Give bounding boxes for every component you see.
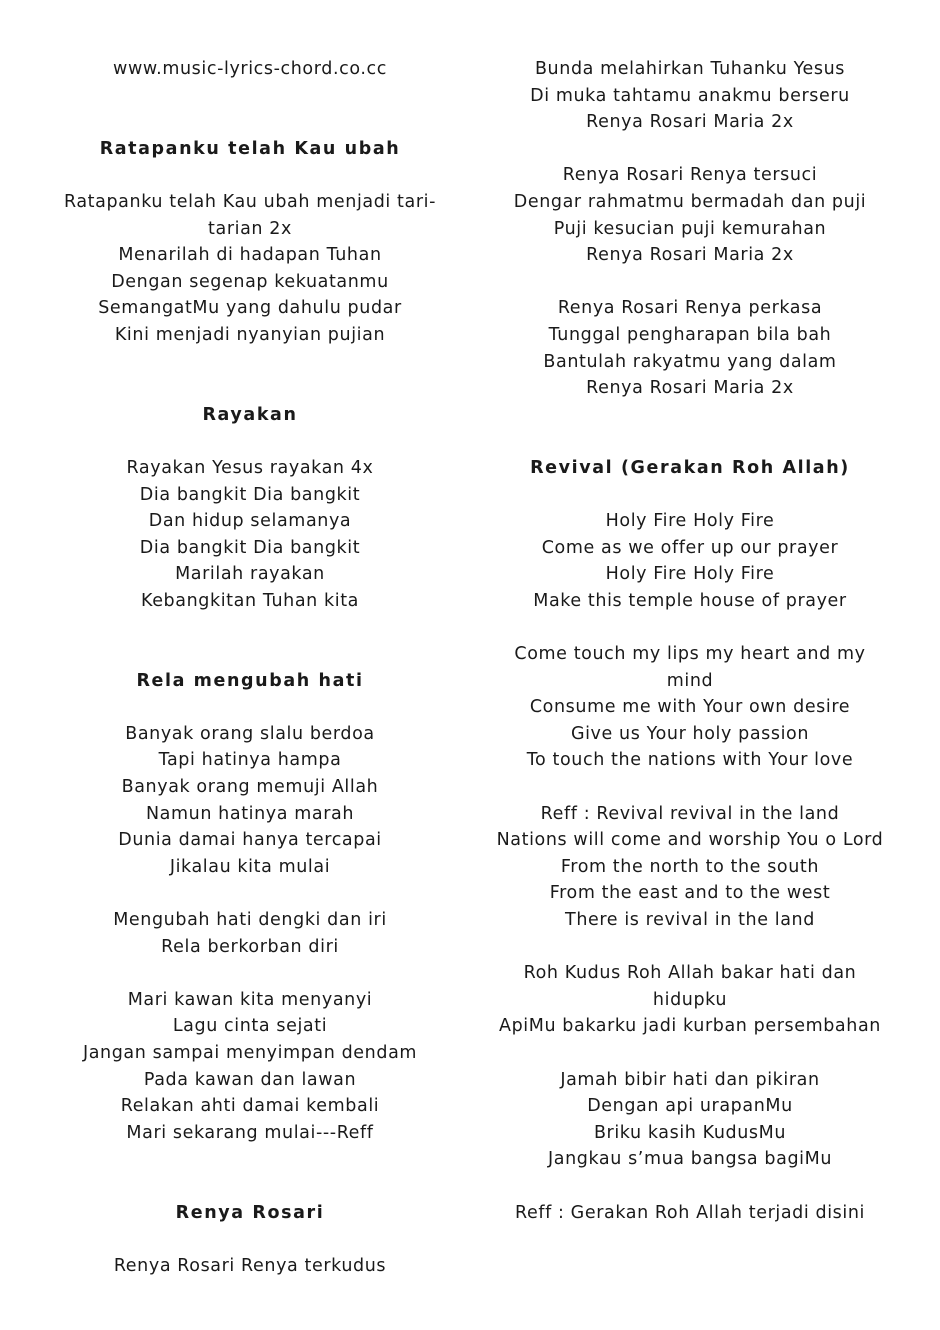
lyric-line: Namun hatinya marah <box>145 803 355 824</box>
lyrics-renya-rosari-start <box>50 1253 450 1280</box>
website-url: www.music-lyrics-chord.co.cc <box>113 59 387 79</box>
lyric-line: Renya Rosari Renya perkasa <box>557 298 823 319</box>
lyrics-revival-reff-2 <box>490 1200 890 1227</box>
lyric-line: Renya Rosari Maria 2x <box>586 245 794 266</box>
song-title-renya-rosari: Renya Rosari <box>175 1202 325 1223</box>
lyric-line: Come as we offer up our prayer <box>541 537 839 558</box>
song-title-rayakan: Rayakan <box>202 404 298 425</box>
lyric-line: Dia bangkit Dia bangkit <box>139 537 361 558</box>
lyric-line: Mari sekarang mulai---Reff <box>126 1122 374 1143</box>
lyric-line: From the north to the south <box>560 856 820 877</box>
lyrics-renya-verse-3 <box>490 295 890 401</box>
lyric-line: Nations will come and worship You o Lord <box>496 830 884 851</box>
lyric-line: Marilah rayakan <box>175 564 325 585</box>
lyrics-revival-reff <box>490 801 890 934</box>
lyrics-ratapanku <box>50 189 450 349</box>
lyric-line: Renya Rosari Renya terkudus <box>113 1255 387 1276</box>
lyric-line: Tunggal pengharapan bila bah <box>548 324 832 345</box>
lyric-line: Jangkau s’mua bangsa bagiMu <box>547 1149 833 1170</box>
lyric-line: Reff : Gerakan Roh Allah terjadi disini <box>515 1202 865 1223</box>
lyric-line: Give us Your holy passion <box>570 723 810 744</box>
lyric-line: Come touch my lips my heart and my mind <box>514 644 866 691</box>
lyric-line: Kini menjadi nyanyian pujian <box>114 324 386 345</box>
lyric-line: Banyak orang memuji Allah <box>121 777 379 798</box>
lyric-line: Mari kawan kita menyanyi <box>127 989 373 1010</box>
lyric-line: Puji kesucian puji kemurahan <box>553 218 827 239</box>
lyric-line: Di muka tahtamu anakmu berseru <box>530 85 850 106</box>
lyrics-rayakan <box>50 455 450 615</box>
lyric-line: Holy Fire Holy Fire <box>605 564 775 585</box>
lyrics-revival-verse-2 <box>490 641 890 774</box>
lyric-line: Make this temple house of prayer <box>533 590 847 611</box>
song-title-revival: Revival (Gerakan Roh Allah) <box>530 457 850 478</box>
lyric-line: Dengar rahmatmu bermadah dan puji <box>513 191 867 212</box>
lyric-line: Reff : Revival revival in the land <box>540 803 840 824</box>
song-title-ratapanku: Ratapanku telah Kau ubah <box>99 138 401 159</box>
lyric-line: Dan hidup selamanya <box>148 511 352 532</box>
song-title-rela-mengubah-hati: Rela mengubah hati <box>136 670 364 691</box>
lyric-line: Consume me with Your own desire <box>529 697 851 718</box>
lyric-line: Bantulah rakyatmu yang dalam <box>543 351 837 372</box>
lyric-line: Renya Rosari Renya tersuci <box>562 165 818 186</box>
lyrics-revival-verse-5 <box>490 1067 890 1173</box>
lyric-line: Holy Fire Holy Fire <box>605 511 775 532</box>
lyric-line: Lagu cinta sejati <box>172 1016 328 1037</box>
lyric-line: Dia bangkit Dia bangkit <box>139 484 361 505</box>
lyric-line: Jamah bibir hati dan pikiran <box>560 1069 820 1090</box>
lyrics-revival-verse-1 <box>490 508 890 614</box>
lyrics-rela-verse-1 <box>50 721 450 881</box>
lyrics-renya-verse-1 <box>490 56 890 136</box>
lyric-line: Briku kasih KudusMu <box>593 1122 787 1143</box>
lyric-line: Renya Rosari Maria 2x <box>586 378 794 399</box>
lyric-line: Rela berkorban diri <box>161 936 339 957</box>
lyric-line: ApiMu bakarku jadi kurban persembahan <box>499 1016 881 1037</box>
lyric-line: Jangan sampai menyimpan dendam <box>82 1042 418 1063</box>
lyric-line: Roh Kudus Roh Allah bakar hati dan hidupku <box>523 963 857 1010</box>
lyric-line: Kebangkitan Tuhan kita <box>140 590 359 611</box>
lyric-line: Dunia damai hanya tercapai <box>118 830 382 851</box>
left-column <box>50 56 450 1279</box>
lyric-line: Banyak orang slalu berdoa <box>125 723 375 744</box>
lyric-line: Bunda melahirkan Tuhanku Yesus <box>534 59 846 79</box>
lyric-line: Relakan ahti damai kembali <box>120 1096 380 1117</box>
lyric-line: Menarilah di hadapan Tuhan <box>118 245 382 266</box>
lyric-line: Mengubah hati dengki dan iri <box>113 910 387 930</box>
lyric-line: Rayakan Yesus rayakan 4x <box>126 457 374 478</box>
lyric-line: Dengan segenap kekuatanmu <box>111 271 389 292</box>
lyric-line: There is revival in the land <box>565 910 815 930</box>
lyrics-renya-verse-2 <box>490 162 890 268</box>
lyric-line: Tapi hatinya hampa <box>158 750 342 771</box>
lyric-line: Jikalau kita mulai <box>169 856 331 877</box>
lyric-line: To touch the nations with Your love <box>526 750 854 771</box>
lyrics-revival-verse-4 <box>490 960 890 1040</box>
lyric-line: Ratapanku telah Kau ubah menjadi tari-tarian 2x <box>63 191 437 239</box>
lyric-line: Renya Rosari Maria 2x <box>586 112 794 133</box>
lyric-line: Dengan api urapanMu <box>587 1096 793 1117</box>
lyric-line: From the east and to the west <box>549 883 831 904</box>
lyric-line: SemangatMu yang dahulu pudar <box>98 298 402 319</box>
lyrics-rela-verse-3 <box>50 987 450 1147</box>
lyrics-rela-verse-2 <box>50 907 450 960</box>
lyric-line: Pada kawan dan lawan <box>143 1069 357 1090</box>
right-column <box>490 56 890 1226</box>
